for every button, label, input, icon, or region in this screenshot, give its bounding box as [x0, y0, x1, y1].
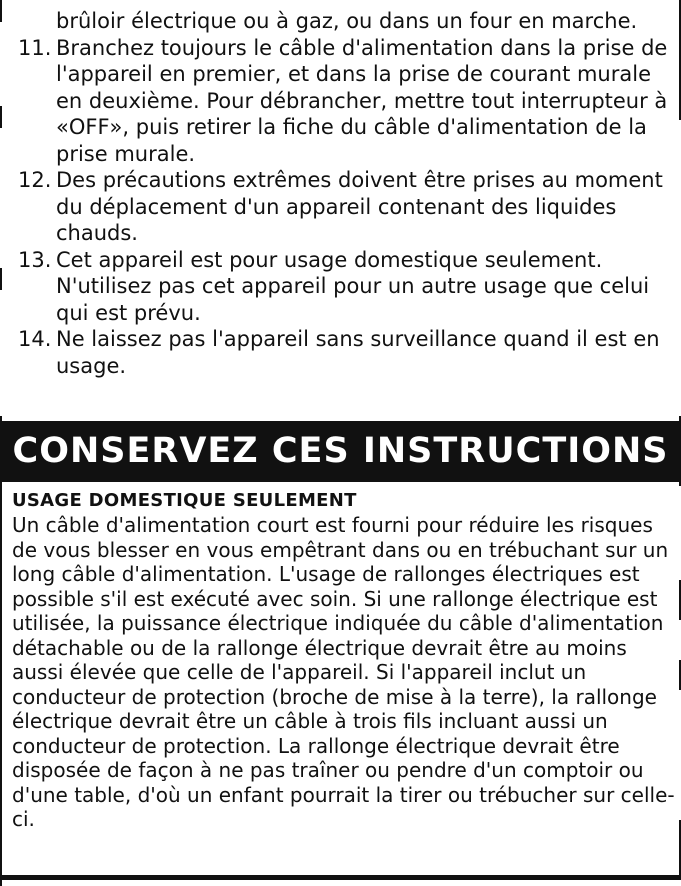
- list-item: [18, 35, 668, 168]
- list-item-number: 12.: [18, 168, 52, 192]
- page-border-left: [0, 0, 2, 22]
- list-item: [18, 326, 668, 379]
- page-border-left: [0, 106, 2, 128]
- list-item-text: Des précautions extrêmes doivent être prises au moment du déplacement d'un appareil contenant des liquides chauds.: [56, 168, 663, 245]
- section-title: USAGE DOMESTIQUE SEULEMENT: [12, 490, 357, 511]
- list-item-number: 13.: [18, 247, 52, 272]
- list-item-text: Ne laissez pas l'appareil sans surveillance quand il est en usage.: [56, 327, 660, 378]
- bottom-rule: [2, 875, 679, 880]
- list-item: [18, 247, 668, 327]
- page-border-left: [0, 268, 2, 290]
- list-item: [18, 167, 668, 247]
- household-use-section: [12, 489, 677, 832]
- list-item-text: brûloir électrique ou à gaz, ou dans un four en marche.: [56, 9, 638, 33]
- list-item-number: 11.: [18, 35, 52, 60]
- safety-instructions-list: [18, 8, 668, 379]
- save-instructions-banner: CONSERVEZ CES INSTRUCTIONS: [2, 421, 679, 482]
- list-item-text: Branchez toujours le câble d'alimentation dans la prise de l'appareil en premier, et dans la prise de courant murale en deuxième. Pour débrancher, mettre tout interrupteur à «OFF», puis retirer la fiche du câble d'alimentation de la prise murale.: [56, 35, 668, 166]
- list-item-number: 14.: [18, 327, 52, 351]
- page-border-left: [0, 416, 2, 886]
- section-body: Un câble d'alimentation court est fourni pour réduire les risques de vous blesser en vous empêtrant dans ou en trébuchant sur un long câble d'alimentation. L'usage de rallonges électriques est possible s'il est exécuté avec soin. Si une rallonge électrique est utilisée, la puissance électrique indiquée du câble d'alimentation détachable ou de la rallonge électrique devrait être au moins aussi élevée que celle de l'appareil. Si l'appareil inclut un conducteur de protection (broche de mise à la terre), la rallonge électrique devrait être un câble à trois fils incluant aussi un conducteur de protection. La rallonge électrique devrait être disposée de façon à ne pas traîner ou pendre d'un comptoir ou d'une table, d'où un enfant pourrait la tirer ou trébucher sur celle-ci.: [12, 513, 675, 831]
- list-item-continuation: [18, 8, 668, 35]
- list-item-text: Cet appareil est pour usage domestique seulement. N'utilisez pas cet appareil pour un autre usage que celui qui est prévu.: [56, 247, 650, 325]
